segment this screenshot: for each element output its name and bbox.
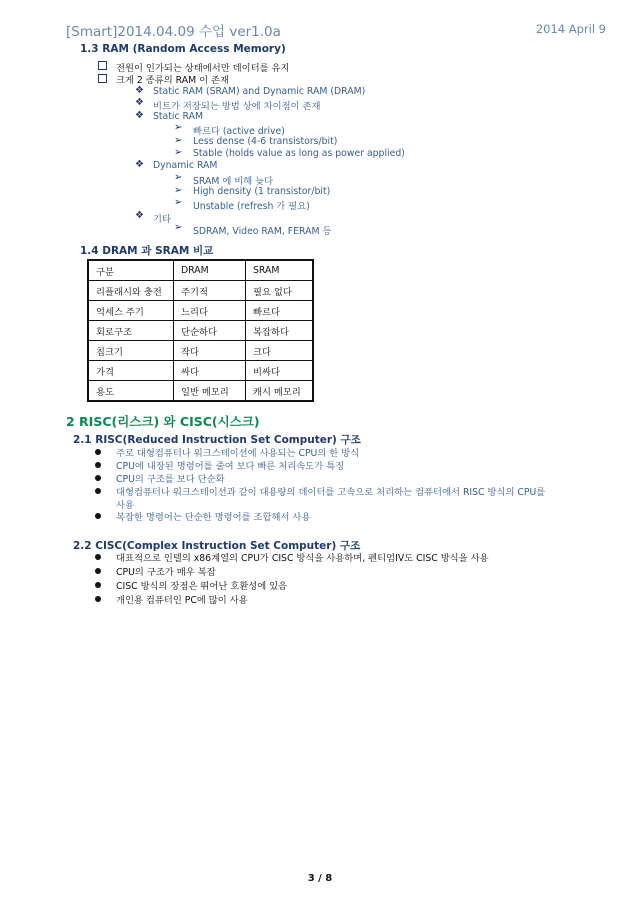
table-row (88, 281, 313, 301)
table-cell: 리플래시와 충전 (88, 281, 174, 301)
table-cell: 회로구조 (88, 321, 174, 341)
arrow-bullet-icon: ➢ (174, 122, 183, 133)
table-cell: 비싸다 (246, 361, 314, 381)
text-line: Stable (holds value as long as power applied) (193, 148, 405, 159)
table-cell: 억세스 주기 (88, 301, 174, 321)
diamond-bullet-icon: ❖ (135, 97, 144, 108)
section-1-4-heading: 1.4 DRAM 과 SRAM 비교 (80, 245, 214, 257)
text-line: 주로 대형컴퓨터나 워크스테이션에 사용되는 CPU의 한 방식 (116, 448, 360, 459)
text-line: CPU의 구조를 보다 단순화 (116, 474, 225, 485)
arrow-bullet-icon: ➢ (174, 222, 183, 233)
table-row (88, 301, 313, 321)
round-bullet-icon (95, 595, 101, 605)
text-line: 빠르다 (active drive) (193, 126, 285, 137)
table-row (88, 381, 313, 402)
table-cell: 주기적 (174, 281, 246, 301)
table-cell: 단순하다 (174, 321, 246, 341)
text-line: Unstable (refresh 가 필요) (193, 201, 310, 212)
header-date: 2014 April 9 (535, 22, 606, 36)
section-2-1-heading: 2.1 RISC(Reduced Instruction Set Computer) 구조 (73, 434, 361, 446)
text-line: SDRAM, Video RAM, FERAM 등 (193, 226, 332, 237)
table-cell: 가격 (88, 361, 174, 381)
text-line: 복잡한 명령어는 단순한 명령어를 조합해서 사용 (116, 512, 311, 523)
table-cell: 빠르다 (246, 301, 314, 321)
arrow-bullet-icon: ➢ (174, 172, 183, 183)
table-cell: 필요 없다 (246, 281, 314, 301)
diamond-bullet-icon: ❖ (135, 85, 144, 96)
square-bullet-icon (98, 74, 107, 86)
text-line: 대형컴퓨터나 워크스테이션과 같이 대용량의 데이터를 고속으로 처리하는 컴퓨터에서 RISC 방식의 CPU를 (116, 487, 546, 498)
text-line: 크게 2 종류의 RAM 이 존재 (116, 75, 230, 86)
round-bullet-icon (95, 487, 101, 497)
table-cell: 구분 (88, 260, 174, 281)
round-bullet-icon (95, 512, 101, 522)
table-row (88, 321, 313, 341)
text-line: 대표적으로 인텔의 x86계열의 CPU가 CISC 방식을 사용하며, 펜티엄IV도 CISC 방식을 사용 (116, 553, 489, 564)
table-cell: DRAM (174, 260, 246, 281)
text-line: 기타 (153, 214, 171, 225)
arrow-bullet-icon: ➢ (174, 147, 183, 158)
round-bullet-icon (95, 448, 101, 458)
text-line: 개인용 컴퓨터인 PC에 많이 사용 (116, 595, 248, 606)
arrow-bullet-icon: ➢ (174, 185, 183, 196)
table-cell: 크다 (246, 341, 314, 361)
round-bullet-icon (95, 567, 101, 577)
section-2-heading: 2 RISC(리스크) 와 CISC(시스크) (66, 414, 260, 429)
text-line: 비트가 저장되는 방법 상에 차이점이 존재 (153, 101, 321, 112)
table-cell: 칩크기 (88, 341, 174, 361)
table-row (88, 361, 313, 381)
text-line: CPU의 구조가 매우 복잡 (116, 567, 216, 578)
diamond-bullet-icon: ❖ (135, 210, 144, 221)
arrow-bullet-icon: ➢ (174, 197, 183, 208)
table-cell: 느리다 (174, 301, 246, 321)
table-cell: 일반 메모리 (174, 381, 246, 402)
table-cell: 캐시 메모리 (246, 381, 314, 402)
table-cell: 복잡하다 (246, 321, 314, 341)
arrow-bullet-icon: ➢ (174, 135, 183, 146)
round-bullet-icon (95, 581, 101, 591)
page-number: 3 / 8 (307, 873, 333, 884)
square-bullet-icon (98, 61, 107, 73)
table-cell: 싸다 (174, 361, 246, 381)
text-line: 사용 (116, 500, 134, 511)
text-line: SRAM 에 비해 늦다 (193, 176, 274, 187)
text-line: Dynamic RAM (153, 160, 218, 171)
header-title: [Smart]2014.04.09 수업 ver1.0a (66, 24, 281, 40)
page-header (66, 20, 606, 42)
diamond-bullet-icon: ❖ (135, 110, 144, 121)
text-line: 전원이 인가되는 상태에서만 데이터를 유지 (116, 63, 290, 74)
dram-sram-table (87, 259, 314, 402)
text-line: High density (1 transistor/bit) (193, 186, 331, 197)
round-bullet-icon (95, 553, 101, 563)
table-cell: SRAM (246, 260, 314, 281)
text-line: Static RAM (153, 111, 204, 122)
table-row (88, 341, 313, 361)
table-cell: 작다 (174, 341, 246, 361)
text-line: CISC 방식의 장점은 뛰어난 호환성에 있음 (116, 581, 288, 592)
table-cell: 용도 (88, 381, 174, 402)
diamond-bullet-icon: ❖ (135, 159, 144, 170)
text-line: CPU에 내장된 명령어를 줄여 보다 빠른 처리속도가 특징 (116, 461, 345, 472)
round-bullet-icon (95, 474, 101, 484)
text-line: Less dense (4-6 transistors/bit) (193, 136, 338, 147)
section-1-3-heading: 1.3 RAM (Random Access Memory) (80, 43, 286, 55)
round-bullet-icon (95, 461, 101, 471)
text-line: Static RAM (SRAM) and Dynamic RAM (DRAM) (153, 86, 366, 97)
section-2-2-heading: 2.2 CISC(Complex Instruction Set Computer) 구조 (73, 540, 361, 552)
table-row (88, 260, 313, 281)
